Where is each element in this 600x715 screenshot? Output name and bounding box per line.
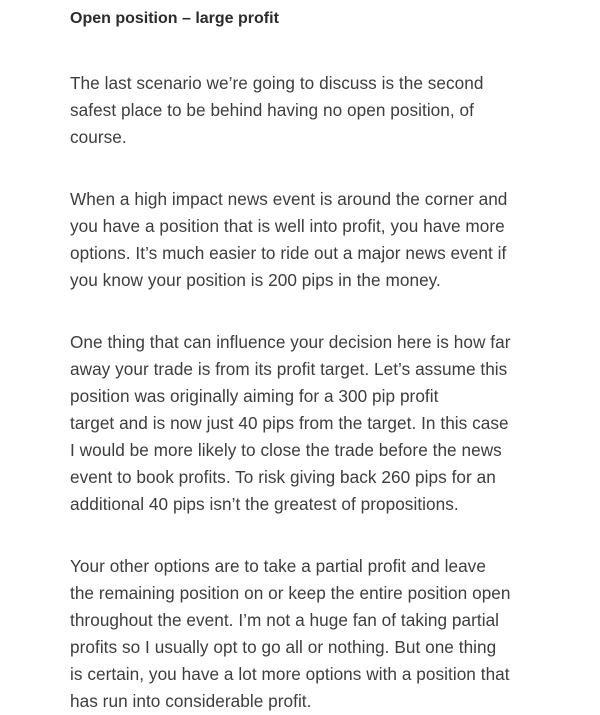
text-line: you have a position that is well into profit, you have more [70, 216, 505, 236]
paragraph-news-event [70, 186, 538, 294]
text-line: the remaining position on or keep the entire position open [70, 583, 511, 603]
text-line: When a high impact news event is around the corner and [70, 189, 508, 209]
text-line: profits so I usually opt to go all or nothing. But one thing [70, 637, 497, 657]
text-line: position was originally aiming for a 300 pip profit [70, 386, 439, 406]
paragraph-profit-target [70, 329, 538, 518]
text-line: Your other options are to take a partial profit and leave [70, 556, 486, 576]
text-line: target and is now just 40 pips from the target. In this case [70, 413, 509, 433]
text-line: course. [70, 127, 127, 147]
text-line: away your trade is from its profit target. Let’s assume this [70, 359, 508, 379]
text-line: has run into considerable profit. [70, 691, 312, 711]
text-line: One thing that can influence your decision here is how far [70, 332, 511, 352]
text-line: additional 40 pips isn’t the greatest of propositions. [70, 494, 459, 514]
text-line: The last scenario we’re going to discuss is the second [70, 73, 484, 93]
paragraph-scenario-intro [70, 70, 538, 151]
text-line: options. It’s much easier to ride out a major news event if [70, 243, 507, 263]
section-heading: Open position – large profit [70, 10, 279, 27]
text-line: event to book profits. To risk giving back 260 pips for an [70, 467, 496, 487]
text-line: you know your position is 200 pips in the money. [70, 270, 441, 290]
text-line: I would be more likely to close the trade before the news [70, 440, 502, 460]
article-body [70, 0, 538, 715]
text-line: is certain, you have a lot more options with a position that [70, 664, 510, 684]
text-line: throughout the event. I’m not a huge fan of taking partial [70, 610, 500, 630]
text-line: safest place to be behind having no open position, of [70, 100, 474, 120]
paragraph-other-options [70, 553, 538, 715]
